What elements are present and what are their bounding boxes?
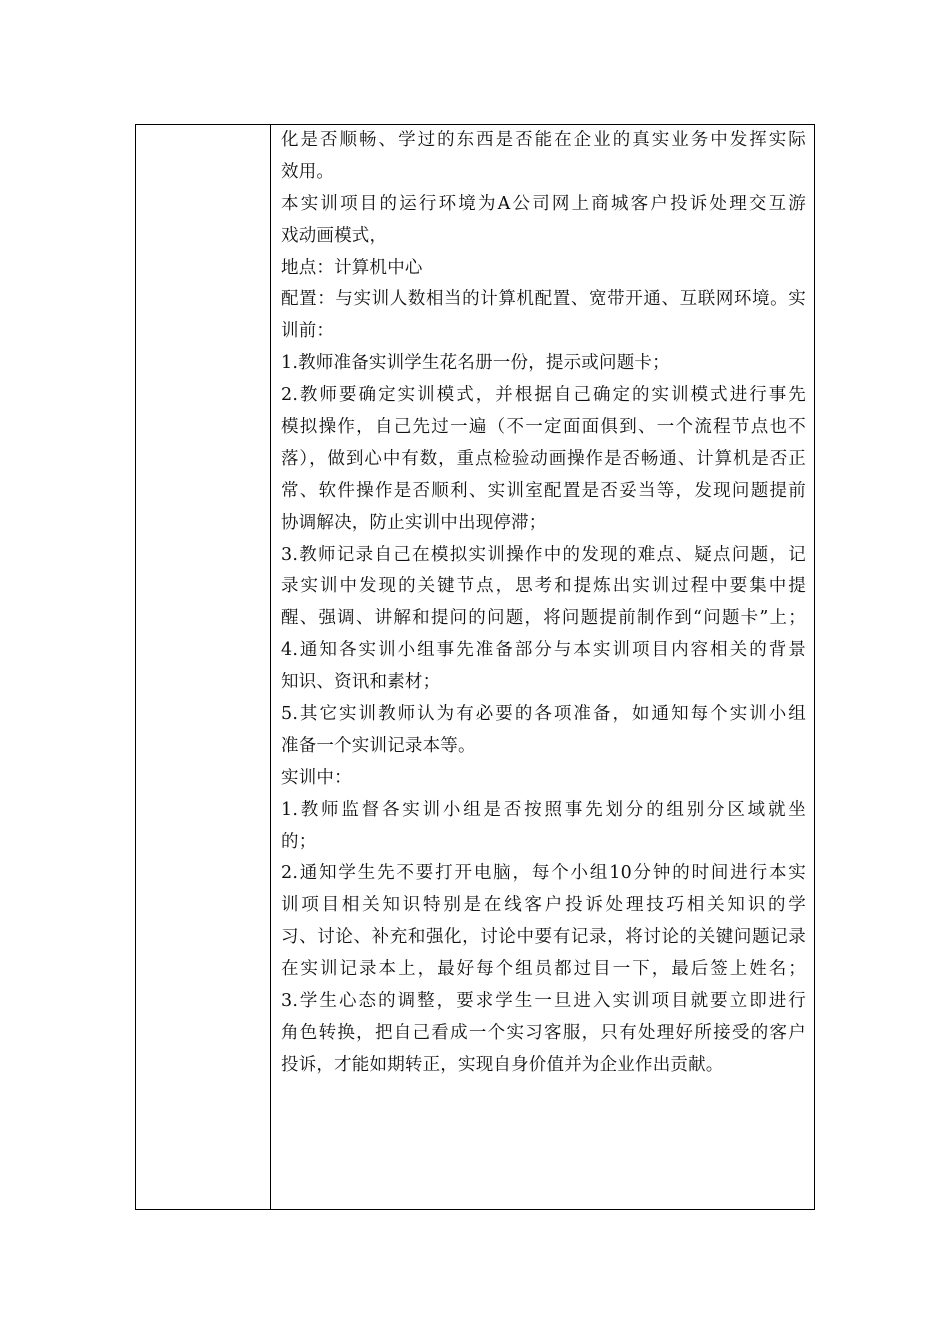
text-line: 效用。 — [281, 161, 335, 182]
text-line: 习、讨论、补充和强化，讨论中要有记录，将讨论的关键问题记录 — [281, 927, 806, 948]
document-table — [135, 124, 815, 1210]
text-line: 投诉，才能如期转正，实现自身价值并为企业作出贡献。 — [281, 1054, 724, 1075]
text-line: 戏动画模式， — [281, 225, 388, 246]
text-line: 落），做到心中有数，重点检验动画操作是否畅通、计算机是否正 — [281, 448, 806, 469]
text-line: 地点：计算机中心 — [281, 257, 423, 278]
text-line: 5.其它实训教师认为有必要的各项准备，如通知每个实训小组 — [281, 704, 806, 725]
text-line: 实训中： — [281, 767, 352, 788]
text-line: 角色转换，把自己看成一个实习客服，只有处理好所接受的客户 — [281, 1022, 806, 1043]
text-line: 3.学生心态的调整，要求学生一旦进入实训项目就要立即进行 — [281, 991, 806, 1012]
text-line: 1.教师准备实训学生花名册一份，提示或问题卡； — [281, 353, 670, 374]
table-content-cell — [271, 125, 814, 1209]
text-line: 在实训记录本上，最好每个组员都过目一下，最后签上姓名； — [281, 959, 806, 980]
text-line: 协调解决，防止实训中出现停滞； — [281, 512, 547, 533]
table-left-cell — [136, 125, 271, 1209]
text-line: 2.通知学生先不要打开电脑，每个小组10分钟的时间进行本实 — [281, 863, 806, 884]
text-line: 4.通知各实训小组事先准备部分与本实训项目内容相关的背景 — [281, 640, 806, 661]
text-line: 常、软件操作是否顺利、实训室配置是否妥当等，发现问题提前 — [281, 480, 806, 501]
text-line: 醒、强调、讲解和提问的问题，将问题提前制作到“问题卡”上； — [281, 608, 806, 629]
text-line: 训项目相关知识特别是在线客户投诉处理技巧相关知识的学 — [281, 895, 806, 916]
text-line: 本实训项目的运行环境为A公司网上商城客户投诉处理交互游 — [281, 193, 806, 214]
text-line: 化是否顺畅、学过的东西是否能在企业的真实业务中发挥实际 — [281, 130, 806, 150]
text-line: 1.教师监督各实训小组是否按照事先划分的组别分区域就坐 — [281, 799, 806, 820]
text-line: 模拟操作，自己先过一遍（不一定面面俱到、一个流程节点也不 — [281, 417, 806, 438]
text-line: 录实训中发现的关键节点，思考和提炼出实训过程中要集中提 — [281, 576, 806, 597]
text-line: 准备一个实训记录本等。 — [281, 735, 476, 756]
text-line: 训前： — [281, 321, 335, 342]
text-line: 3.教师记录自己在模拟实训操作中的发现的难点、疑点问题，记 — [281, 544, 806, 565]
text-line: 知识、资讯和素材； — [281, 672, 441, 693]
text-line: 的； — [281, 831, 317, 852]
text-line: 配置：与实训人数相当的计算机配置、宽带开通、互联网环境。实 — [281, 289, 806, 310]
text-line: 2.教师要确定实训模式，并根据自己确定的实训模式进行事先 — [281, 385, 806, 406]
